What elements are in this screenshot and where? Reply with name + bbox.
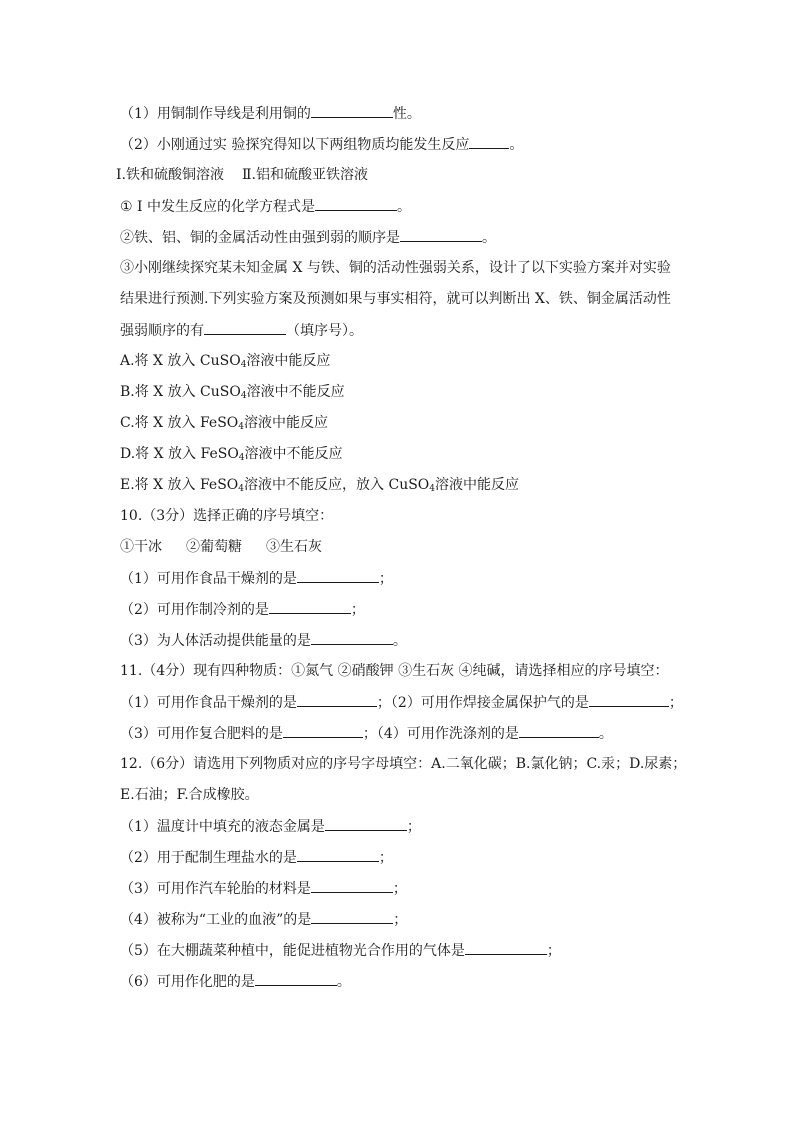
option-e-text: E.将 X 放入 FeSO	[120, 477, 239, 493]
q9-sub1-end: 。	[396, 199, 411, 215]
q9-sub3-line1	[120, 258, 671, 278]
q11-title	[120, 661, 669, 681]
option-e-text-end: 溶液中能反应	[435, 477, 520, 493]
subscript: 4	[238, 453, 245, 463]
q10-part3	[120, 630, 407, 651]
q10-part2	[120, 599, 365, 620]
subscript: 4	[240, 360, 247, 370]
q9-option-e	[120, 475, 519, 495]
q12-part1	[120, 816, 421, 837]
answer-blank[interactable]	[325, 816, 407, 831]
q12-part2-end: ；	[378, 850, 393, 866]
answer-blank[interactable]	[469, 134, 509, 149]
q10-title	[120, 506, 333, 526]
q11-parts-1-2	[120, 692, 683, 713]
q10-title-text: 10.（3分）选择正确的序号填空：	[120, 508, 334, 524]
q12-part1-text: （1）温度计中填充的液态金属是	[120, 819, 325, 835]
q12-part5-text: （5）在大棚蔬菜种植中，能促进植物光合作用的气体是	[120, 943, 465, 959]
q9-sub3-line3-text: 强弱顺序的有	[120, 323, 204, 339]
q12-title-line1-text: 12.（6分）请选用下列物质对应的序号字母填空：A.二氧化碳；B.氯化钠；C.汞；D.尿素；	[120, 756, 687, 772]
q11-part2-text: ；（2）可用作焊接金属保护气的是	[376, 695, 589, 711]
option-a-text-end: 溶液中能反应	[246, 353, 331, 369]
answer-blank[interactable]	[204, 320, 286, 335]
q12-part2-text: （2）用于配制生理盐水的是	[120, 850, 297, 866]
option-c-text: C.将 X 放入 FeSO	[120, 415, 239, 431]
q10-part2-end: ；	[350, 602, 365, 618]
q9-sub1	[120, 196, 411, 217]
option-a-text: A.将 X 放入 CuSO	[120, 353, 241, 369]
q12-part4-end: ；	[393, 912, 408, 928]
answer-blank[interactable]	[283, 723, 363, 738]
q9-option-b	[120, 382, 345, 402]
q12-title-line2	[120, 785, 259, 805]
subscript: 4	[429, 484, 436, 494]
answer-blank[interactable]	[297, 568, 379, 583]
q11-part2-end: ；	[668, 695, 683, 711]
q9-part1	[120, 103, 421, 124]
q9-part2-end: 。	[509, 137, 524, 153]
q12-part6-end: 。	[336, 974, 351, 990]
q9-sub3-line3-end: （填序号）。	[286, 323, 363, 339]
q11-title-text: 11.（4分）现有四种物质：①氮气 ②硝酸钾 ③生石灰 ④纯碱，请选择相应的序号填空：	[120, 663, 669, 679]
option-e-text-mid: 溶液中不能反应，放入 CuSO	[244, 477, 430, 493]
q11-part4-end: 。	[598, 726, 613, 742]
answer-blank[interactable]	[315, 196, 397, 211]
q10-part3-text: （3）为人体活动提供能量的是	[120, 633, 311, 649]
subscript: 4	[238, 484, 245, 494]
q11-parts-3-4	[120, 723, 613, 744]
answer-blank[interactable]	[269, 599, 351, 614]
answer-blank[interactable]	[311, 878, 393, 893]
q9-sub3-line2-text: 结果进行预测.下列实验方案及预测如果与事实相符，就可以判断出 X、铁、铜金属活动性	[120, 291, 671, 307]
q11-part1-text: （1）可用作食品干燥剂的是	[120, 695, 297, 711]
q9-sub1-text: ① I 中发生反应的化学方程式是	[120, 199, 315, 215]
q10-part2-text: （2）可用作制冷剂的是	[120, 602, 269, 618]
q12-part3-end: ；	[392, 881, 407, 897]
q9-option-d	[120, 444, 343, 464]
answer-blank[interactable]	[519, 723, 599, 738]
q9-part2	[120, 134, 523, 155]
q9-groups	[116, 165, 368, 185]
q11-part4-text: ；（4）可用作洗涤剂的是	[362, 726, 519, 742]
q9-part1-text: （1）用铜制作导线是利用铜的	[120, 106, 311, 122]
q10-choices	[120, 537, 322, 557]
q9-sub2-end: 。	[482, 230, 496, 246]
q12-title-line2-text: E.石油；F.合成橡胶。	[120, 787, 259, 803]
answer-blank[interactable]	[311, 630, 393, 645]
q9-part2-text: （2）小刚通过实 验探究得知以下两组物质均能发生反应	[120, 137, 470, 153]
q9-sub2	[120, 227, 496, 248]
option-d-text-end: 溶液中不能反应	[244, 446, 343, 462]
q10-part3-end: 。	[392, 633, 407, 649]
option-c-text-end: 溶液中能反应	[244, 415, 329, 431]
q10-part1	[120, 568, 393, 589]
answer-blank[interactable]	[297, 847, 379, 862]
q10-part1-text: （1）可用作食品干燥剂的是	[120, 571, 297, 587]
q9-sub3-line2	[120, 289, 671, 309]
q9-group-2: Ⅱ.铝和硫酸亚铁溶液	[241, 167, 368, 183]
q10-choice-2: ②葡萄糖	[186, 539, 242, 555]
option-b-text: B.将 X 放入 CuSO	[120, 384, 241, 400]
q11-part3-text: （3）可用作复合肥料的是	[120, 726, 283, 742]
subscript: 4	[238, 422, 245, 432]
q12-part3	[120, 878, 407, 899]
q12-part5	[120, 940, 561, 961]
answer-blank[interactable]	[255, 971, 337, 986]
option-d-text: D.将 X 放入 FeSO	[120, 446, 239, 462]
q9-group-1: Ⅰ.铁和硫酸铜溶液	[116, 167, 224, 183]
q10-part1-end: ；	[378, 571, 393, 587]
q9-option-c	[120, 413, 328, 433]
answer-blank[interactable]	[465, 940, 547, 955]
q12-part1-end: ；	[406, 819, 421, 835]
q12-part2	[120, 847, 393, 868]
q12-part6-text: （6）可用作化肥的是	[120, 974, 255, 990]
q12-part5-end: ；	[546, 943, 561, 959]
q9-sub2-text: ②铁、铝、铜的金属活动性由强到弱的顺序是	[120, 230, 400, 246]
answer-blank[interactable]	[589, 692, 669, 707]
option-b-text-end: 溶液中不能反应	[246, 384, 345, 400]
q12-part3-text: （3）可用作汽车轮胎的材料是	[120, 881, 311, 897]
q12-part4	[120, 909, 407, 930]
q9-option-a	[120, 351, 330, 371]
q9-sub3-line3	[120, 320, 363, 341]
answer-blank[interactable]	[400, 227, 482, 242]
q12-part4-text: （4）被称为“工业的血液”的是	[120, 912, 312, 928]
q9-sub3-line1-text: ③小刚继续探究某未知金属 X 与铁、铜的活动性强弱关系，设计了以下实验方案并对实验	[120, 260, 671, 276]
q10-choice-1: ①干冰	[120, 539, 162, 555]
answer-blank[interactable]	[311, 103, 393, 118]
q10-choice-3: ③生石灰	[266, 539, 322, 555]
q9-part1-end: 性。	[392, 106, 421, 122]
subscript: 4	[240, 391, 247, 401]
answer-blank[interactable]	[297, 692, 377, 707]
answer-blank[interactable]	[311, 909, 393, 924]
q12-title-line1	[120, 754, 686, 774]
q12-part6	[120, 971, 351, 992]
